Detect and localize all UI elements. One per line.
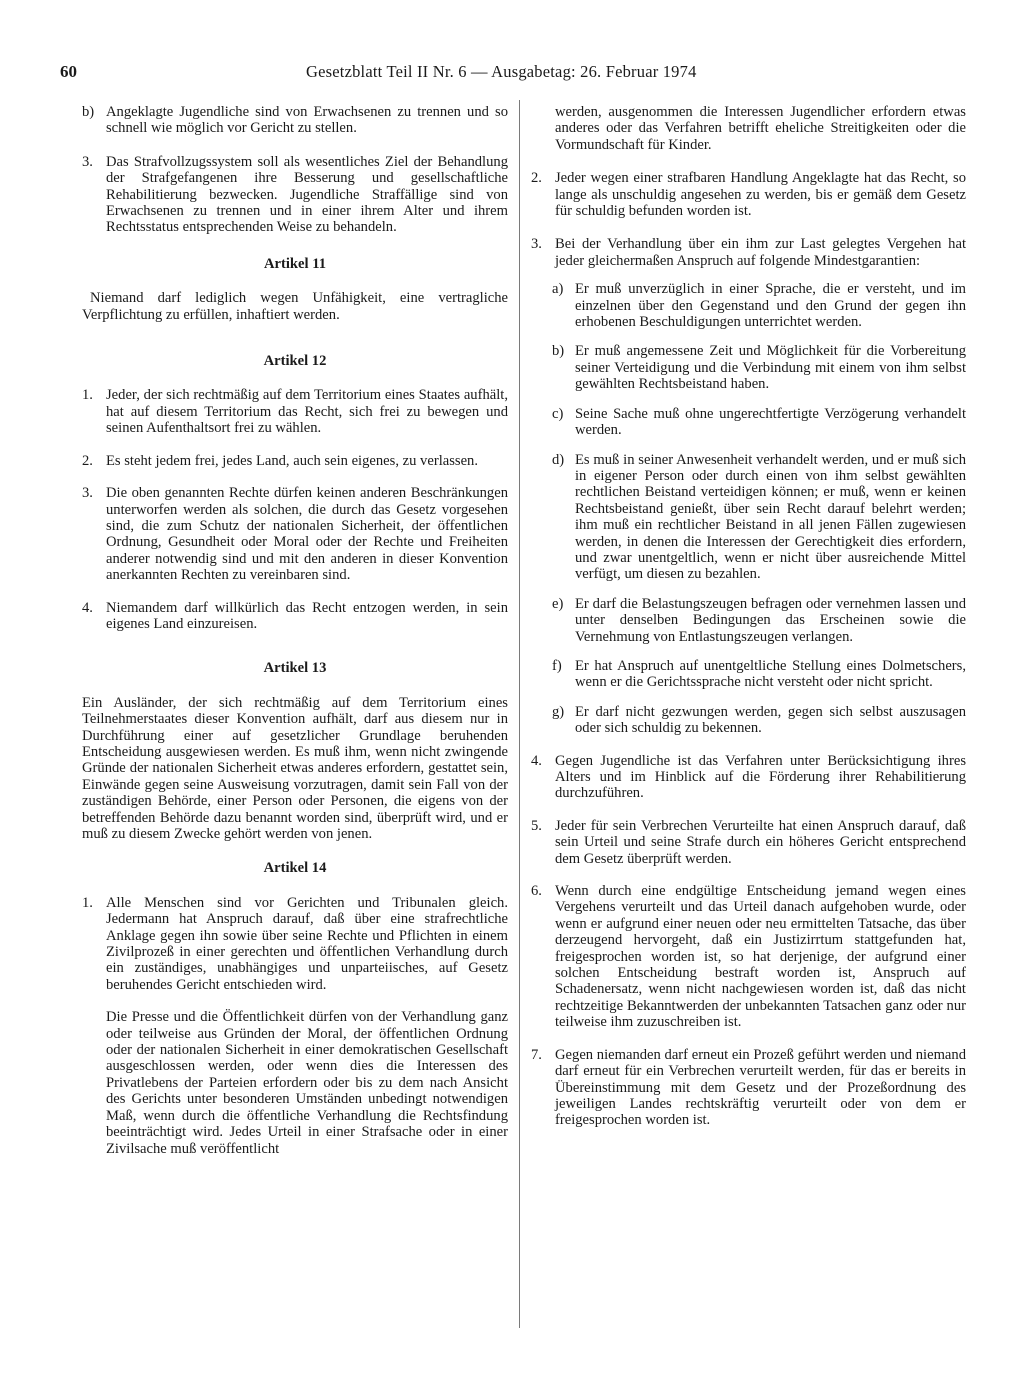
item-number: 4. [82,599,93,616]
subitem-text: Es muß in seiner Anwesenheit verhandelt werden, und er muß sich in eigener Person oder durch einen von ihm selbst gewählten rechtlichen Beistand verteidigen können; er muß, wenn er keinen Rechtsbeistand genießt, über sein Recht darauf belehrt werden; ihm muß ein rechtlicher Beistand in all jenen Fällen zugewiesen werden, in denen die Interessen der Gerechtigkeit dies erfordern, und zwar unentgeltlich, wenn er nicht über ausreichende Mittel verfügt, um diesen zu bezahlen. [575,451,966,583]
item-text: Jeder, der sich rechtmäßig auf dem Territorium eines Staates aufhält, hat auf diesem Territorium das Recht, sich frei zu bewegen und seinen Aufenthaltsort frei zu wählen. [106,387,508,437]
item-3 [82,154,508,236]
item-text: Wenn durch eine endgültige Entscheidung jemand wegen eines Vergehens verurteilt und das Urteil danach aufgehoben wurde, oder wenn er aufgrund einer neuen oder neu ermittelten Tatsache, das über derzeugend hervorgeht, daß ein Justizirrtum stattgefunden hat, freigesprochen worden ist, so hat derjenige, der aufgrund einer solchen Entscheidung bestraft worden ist, Anspruch auf Schadenersatz, wenn nicht nachgewiesen worden ist, daß das nicht rechtzeitige Bekanntwerden der unbekannten Tatsachen ganz oder nur teilweise ihm zuzuschreiben ist. [555,883,966,1031]
right-column [531,104,966,1129]
subitem-text: Er darf nicht gezwungen werden, gegen sich selbst auszusagen oder sich schuldig zu bekennen. [575,703,966,737]
item-b [82,104,508,137]
page-number: 60 [60,62,77,81]
item-text: Bei der Verhandlung über ein ihm zur Last gelegtes Vergehen hat jeder gleichermaßen Anspruch auf folgende Mindestgarantien: [555,236,966,269]
subitem-label: c) [552,405,564,422]
subitem-label: b) [552,343,565,360]
item-text: Gegen niemanden darf erneut ein Prozeß geführt werden und niemand darf erneut für ein Verbrechen verurteilt werden, für das er bereits in Übereinstimmung mit dem Gesetz und der Prozeßordnung des jeweiligen Landes rechtskräftig verurteilt oder von dem er freigesprochen worden ist. [555,1046,966,1129]
item-number: 6. [531,883,542,900]
subitem-e [552,596,966,645]
subitem-text: Seine Sache muß ohne ungerechtfertigte Verzögerung verhandelt werden. [575,405,966,439]
item-number: 2. [82,452,93,469]
subitem-text: Er hat Anspruch auf unentgeltliche Stellung eines Dolmetschers, wenn er die Gerichtssprache nicht versteht oder nicht spricht. [575,657,966,691]
item-number: 2. [531,170,542,187]
article-12-item-1 [82,387,508,436]
item-label: b) [82,104,95,120]
subitem-d [552,452,966,583]
subitem-text: Er muß unverzüglich in einer Sprache, die er versteht, und im einzelnen über den Gegenstand und den Grund der gegen ihn erhobenen Beschuldigungen unterrichtet werden. [575,281,966,331]
article-14-heading: Artikel 14 [263,860,327,877]
item-text: Alle Menschen sind vor Gerichten und Tribunalen gleich. Jedermann hat Anspruch darauf, daß über eine strafrechtliche Anklage gegen ihn sowie über seine Rechte und Pflichten in einem Zivilprozeß in einer gerechten und öffentlichen Verhandlung durch ein zuständiges, unabhängiges und unparteiisches, auf Gesetz beruhendes Gericht entschieden wird. [106,894,508,993]
item-text: Die oben genannten Rechte dürfen keinen anderen Beschränkungen unterworfen werden als solchen, die durch das Gesetz vorgesehen sind, die zum Schutz der nationalen Sicherheit, der öffentlichen Ordnung, Gesundheit oder Moral oder der Rechte und Freiheiten anderer notwendig sind und mit den anderen in dieser Konvention anerkannten Rechten zu vereinbaren sind. [106,485,508,584]
item-number: 3. [82,153,93,170]
article-13-heading: Artikel 13 [263,660,327,677]
subitem-label: f) [552,657,562,674]
item-number: 4. [531,752,542,769]
subitem-a [552,281,966,330]
continued-text: werden, ausgenommen die Interessen Jugendlicher erfordern etwas anderes oder das Verfahren betrifft eheliche Streitigkeiten oder die Vormundschaft für Kinder. [555,104,966,153]
header-title: Gesetzblatt Teil II Nr. 6 — Ausgabetag: 26. Februar 1974 [306,62,697,81]
item-text: Niemandem darf willkürlich das Recht entzogen werden, in sein eigenes Land einzureisen. [106,599,508,632]
article-11-heading: Artikel 11 [263,255,327,272]
item-number: 1. [82,894,93,911]
item-number: 5. [531,817,542,834]
article-12-heading: Artikel 12 [263,353,327,370]
page-header [60,62,965,86]
item-text: Gegen Jugendliche ist das Verfahren unter Berücksichtigung ihres Alters und im Hinblick auf die Förderung ihrer Rehabilitierung durchzuführen. [555,752,966,802]
subitem-c [552,406,966,439]
article-14-item-4 [531,753,966,802]
item-text: Angeklagte Jugendliche sind von Erwachsenen zu trennen und so schnell wie möglich vor Gericht zu stellen. [106,104,508,137]
article-14-item-6 [531,883,966,1031]
subitem-f [552,658,966,691]
item-number: 3. [531,236,542,253]
item-text: Das Strafvollzugssystem soll als wesentliches Ziel der Behandlung der Strafgefangenen ihre Besserung und gesellschaftliche Rehabilitierung bezwecken. Jugendliche Straffällige sind von Erwachsenen zu trennen und in einer ihrem Alter und ihrem Rechtsstatus entsprechenden Weise zu behandeln. [106,153,508,236]
article-12-item-4 [82,600,508,633]
article-14-item-3 [531,236,966,269]
subitem-g [552,704,966,737]
item-text: Jeder wegen einer strafbaren Handlung Angeklagte hat das Recht, so lange als unschuldig angesehen zu werden, bis er gemäß dem Gesetz für schuldig befunden worden ist. [555,170,966,220]
article-13-text: Ein Ausländer, der sich rechtmäßig auf dem Territorium eines Teilnehmerstaates dieser Konvention aufhält, darf aus diesem nur in Durchführung einer auf gesetzlicher Grundlage beruhenden Entscheidung ausgewiesen werden. Es muß ihm, wenn nicht zwingende Gründe der nationalen Sicherheit etwas anderes erfordern, gestattet sein, Einwände gegen seine Ausweisung vorzutragen, damit sein Fall von der zuständigen Behörde, einer Person oder Personen, die eigens von der betreffenden Behörde dazu benannt worden sind, überprüft wird, und er muß zu diesem Zwecke gehört werden von jenen. [82,694,508,842]
article-14-item-5 [531,818,966,867]
item-number: 1. [82,387,93,404]
item-text: Jeder für sein Verbrechen Verurteilte hat einen Anspruch darauf, daß sein Urteil und seine Strafe durch ein höheres Gericht entsprechend dem Gesetz überprüft werden. [555,817,966,867]
item-number: 7. [531,1046,542,1063]
article-14-item-7 [531,1047,966,1129]
article-14-item-1-paragraph-2: Die Presse und die Öffentlichkeit dürfen von der Verhandlung ganz oder teilweise aus Gründen der Moral, der öffentlichen Ordnung oder der nationalen Sicherheit in einer demokratischen Gesellschaft ausgeschlossen werden, oder wenn dies die Interessen des Privatlebens der Parteien erfordern oder bis zu dem nach Ansicht des Gerichts unter besonderen Umständen unbedingt notwendigen Maß, wenn durch die öffentliche Verhandlung die Rechtsfindung beeinträchtigt wird. Jedes Urteil in einer Strafsache oder in einer Zivilsache muß veröffentlicht [106,1009,508,1157]
subitem-label: a) [552,281,564,298]
column-divider [519,100,520,1328]
article-14-item-2 [531,170,966,219]
article-11-text: Niemand darf lediglich wegen Unfähigkeit, eine vertragliche Verpflichtung zu erfüllen, inhaftiert werden. [82,290,508,323]
subitem-text: Er muß angemessene Zeit und Möglichkeit für die Vorbereitung seiner Verteidigung und die Verbindung mit einem von ihm selbst gewählten Rechtsbeistand haben. [575,343,966,393]
subitem-text: Er darf die Belastungszeugen befragen oder vernehmen lassen und unter denselben Bedingungen das Erscheinen sowie die Vernehmung von Entlastungszeugen verlangen. [575,595,966,645]
article-12-item-2 [82,453,508,469]
subitem-b [552,343,966,392]
item-text: Es steht jedem frei, jedes Land, auch sein eigenes, zu verlassen. [106,452,479,469]
article-14-item-1 [82,895,508,993]
subitem-label: d) [552,451,565,468]
item-number: 3. [82,485,93,502]
article-12-item-3 [82,485,508,583]
subitem-label: e) [552,595,564,612]
subitem-label: g) [552,703,565,720]
left-column [82,104,508,1157]
